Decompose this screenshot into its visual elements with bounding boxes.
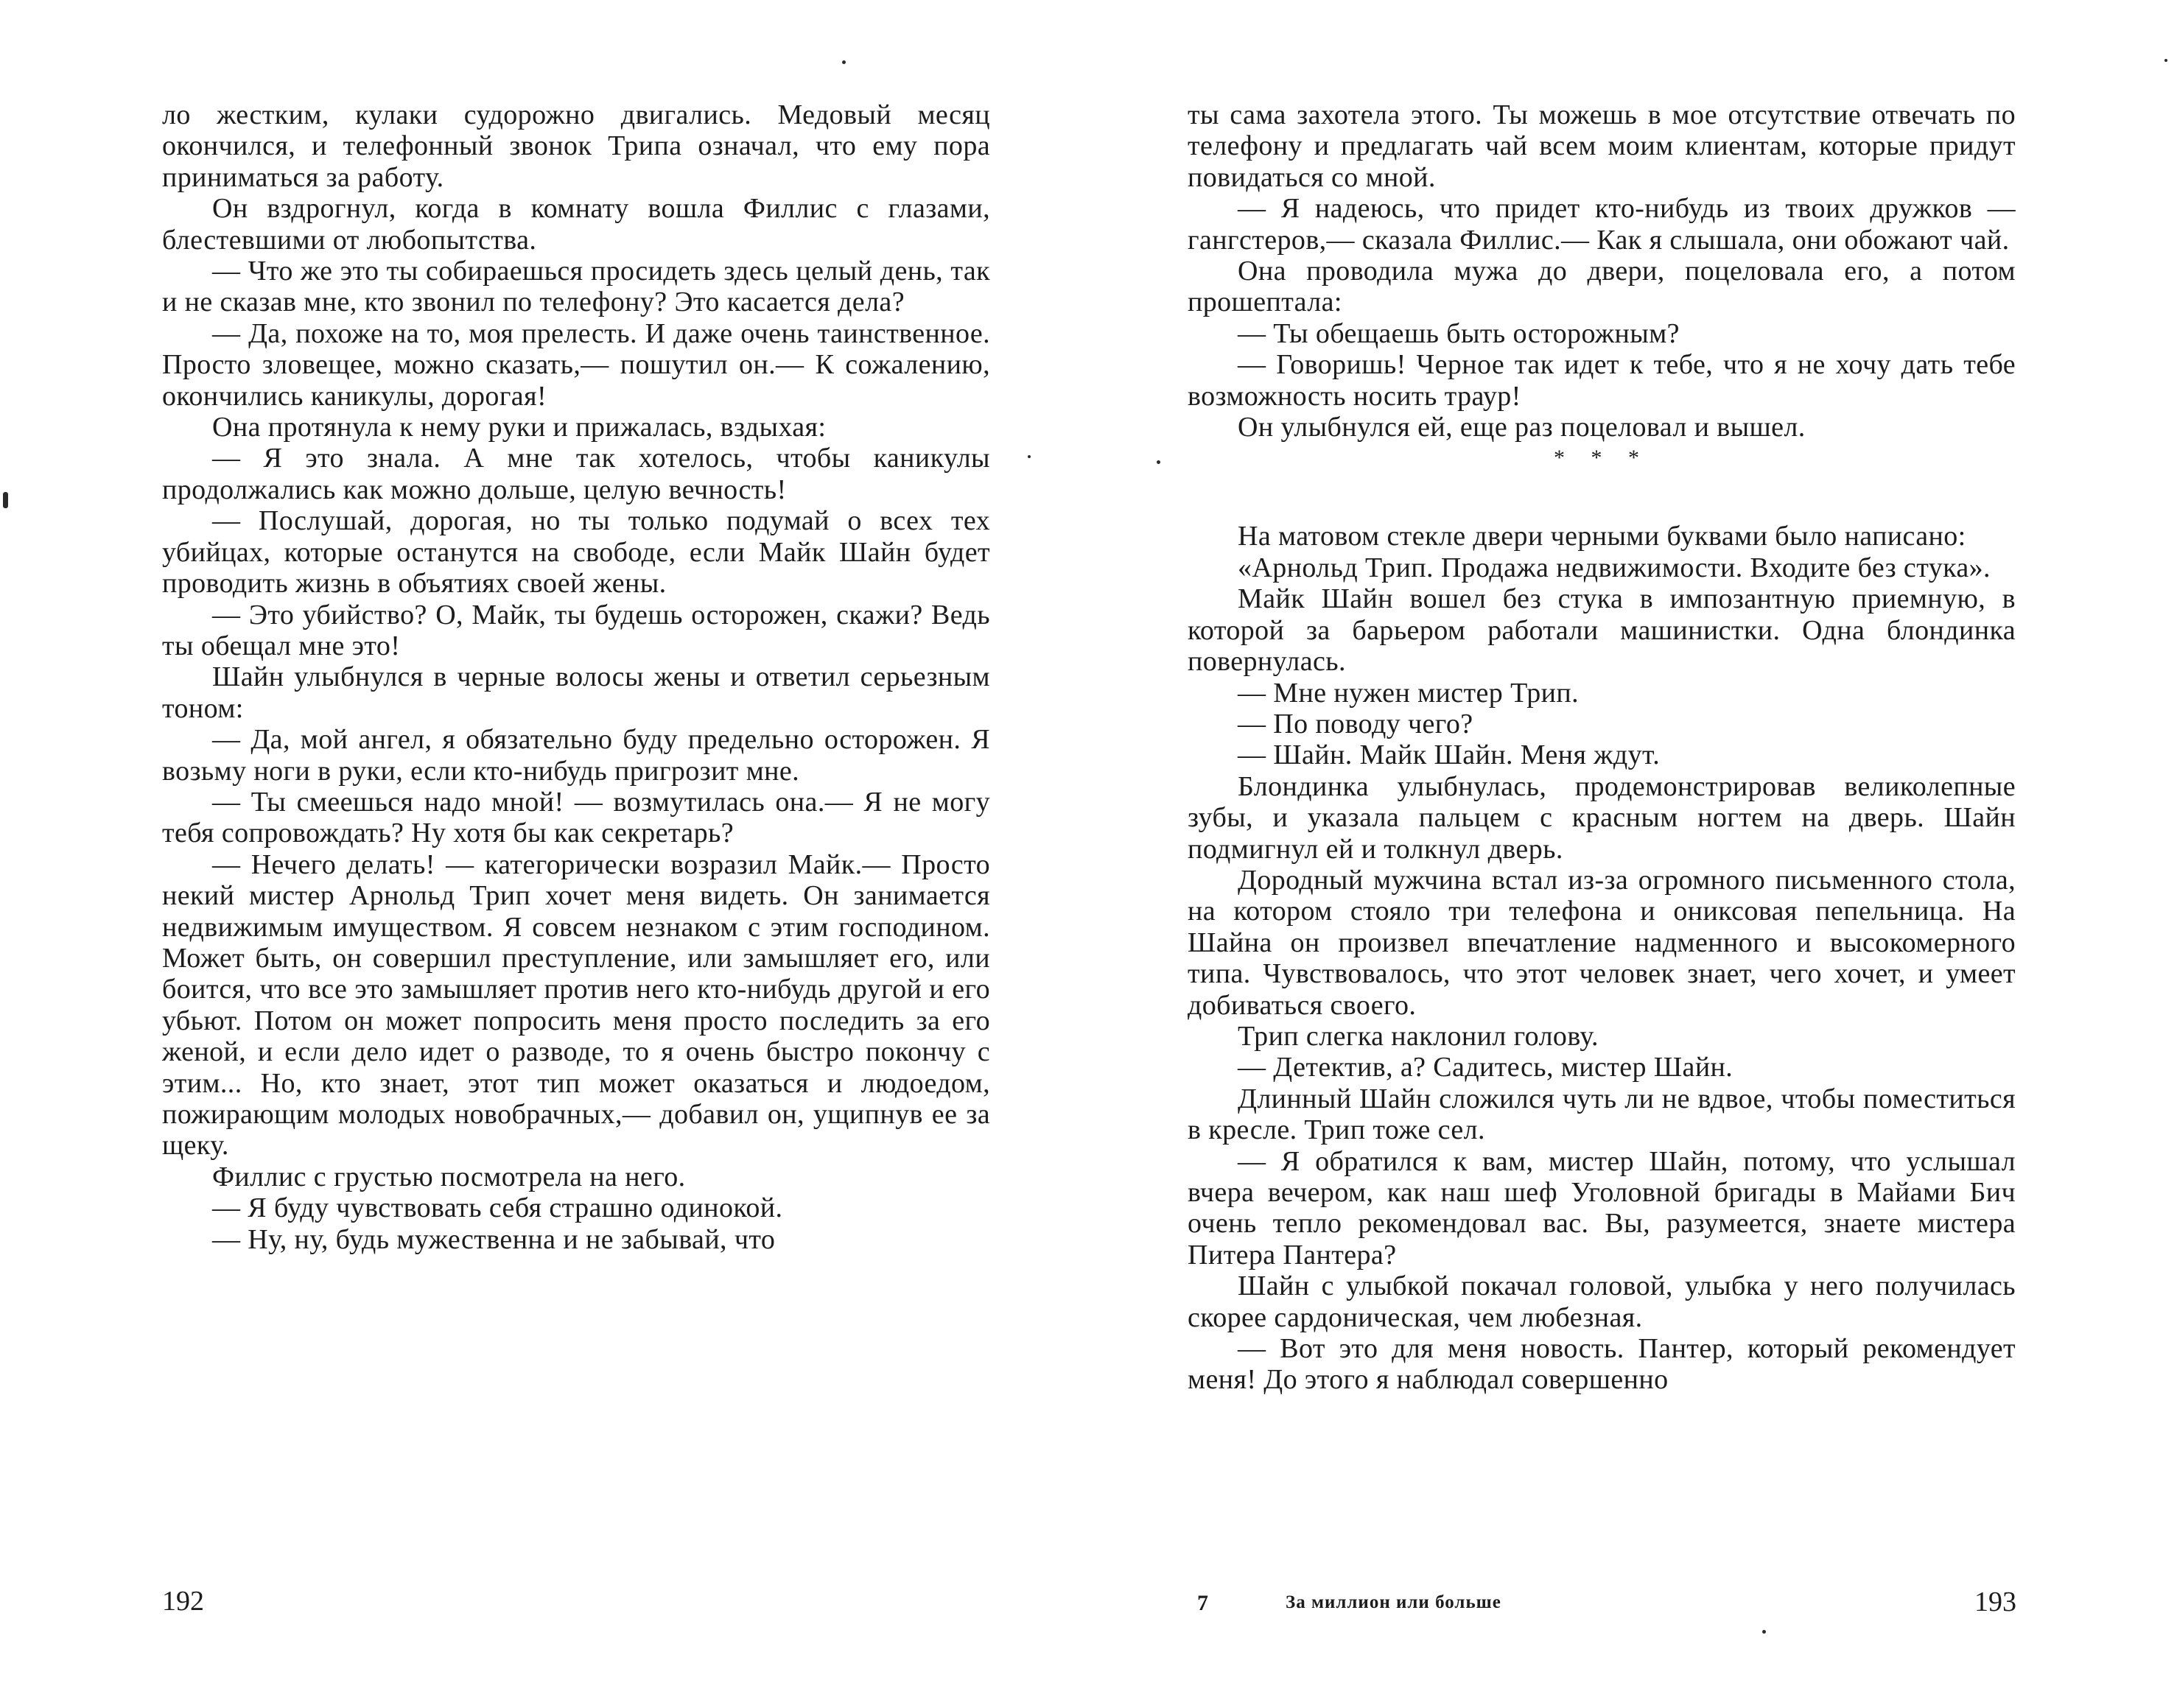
paragraph: Длинный Шайн сложился чуть ли не вдвое, чтобы поместиться в кресле. Трип тоже сел. [1188,1083,2016,1146]
paragraph: — Вот это для меня новость. Пантер, который рекомендует меня! До этого я наблюдал совершенно [1188,1333,2016,1396]
scan-speck [2164,59,2167,62]
paragraph: — Да, похоже на то, моя прелесть. И даже очень таинственное. Просто зловещее, можно сказать,— пошутил он.— К сожалению, окончились каникулы, дорогая! [162,317,990,412]
paragraph: — Ты смеешься надо мной! — возмутилась она.— Я не могу тебя сопровождать? Ну хотя бы как секретарь? [162,786,990,849]
paragraph: — Детектив, а? Садитесь, мистер Шайн. [1238,1052,1733,1083]
page-number-left: 192 [162,1586,204,1617]
paragraph: — Мне нужен мистер Трип. [1238,677,1580,709]
paragraph: «Арнольд Трип. Продажа недвижимости. Входите без стука». [1238,552,1991,583]
paragraph: — Нечего делать! — категорически возразил Майк.— Просто некий мистер Арнольд Трип хочет меня видеть. Он занимается недвижимым имуществом. Я совсем незнаком с этим господином. Может быть, он совершил преступление, или замышляет его, или боится, что все это замышляет против него кто-нибудь другой и его убьют. Потом он может попросить меня просто последить за его женой, и если дело идет о разводе, то я очень быстро покончу с этим... Но, кто знает, этот тип может оказаться и людоедом, пожирающим молодых новобрачных,— добавил он, ущипнув ее за щеку. [162,848,990,1161]
scan-speck [3,492,8,508]
paragraph: — Говоришь! Черное так идет к тебе, что я не хочу дать тебе возможность носить траур! [1188,349,2016,412]
paragraph: Она протянула к нему руки и прижалась, вздыхая: [212,412,827,443]
scan-speck [1028,455,1031,458]
scan-speck [1157,460,1160,464]
paragraph: — Да, мой ангел, я обязательно буду предельно осторожен. Я возьму ноги в руки, если кто-нибудь пригрозит мне. [162,724,990,787]
scan-speck [842,60,846,64]
paragraph: — Это убийство? О, Майк, ты будешь осторожен, скажи? Ведь ты обещал мне это! [162,599,990,661]
paragraph: — Ты обещаешь быть осторожным? [1238,317,1680,349]
paragraph: Дородный мужчина встал из-за огромного письменного стола, на котором стояло три телефона и ониксовая пепельница. На Шайна он произвел впечатление надменного и высокомерного типа. Чувствовалось, что этот человек знает, чего хочет, и умеет добиваться своего. [1188,864,2016,1021]
paragraph: Она проводила мужа до двери, поцеловала его, а потом прошептала: [1188,256,2016,318]
paragraph: — Ну, ну, будь мужественна и не забывай, что [212,1223,776,1255]
paragraph: — Шайн. Майк Шайн. Меня ждут. [1238,739,1661,771]
paragraph: — Я надеюсь, что придет кто-нибудь из твоих дружков — гангстеров,— сказала Филлис.— Как я слышала, они обожают чай. [1188,193,2016,256]
paragraph: — Я это знала. А мне так хотелось, чтобы каникулы продолжались как можно дольше, целую вечность! [162,443,990,505]
paragraph: — Что же это ты собираешься просидеть здесь целый день, так и не сказав мне, кто звонил по телефону? Это касается дела? [162,256,990,318]
signature-mark: 7 [1197,1591,1208,1615]
paragraph: — По поводу чего? [1238,708,1473,739]
paragraph: — Я буду чувствовать себя страшно одинокой. [212,1192,783,1224]
paragraph: Трип слегка наклонил голову. [1238,1020,1599,1052]
running-footer: За миллион или больше [1286,1592,1501,1612]
paragraph: — Я обратился к вам, мистер Шайн, потому, что услышал вчера вечером, как наш шеф Уголовной бригады в Майами Бич очень тепло рекомендовал вас. Вы, разумеется, знаете мистера Питера Пантера? [1188,1145,2016,1271]
paragraph: Шайн с улыбкой покачал головой, улыбка у него получилась скорее сардоническая, чем любезная. [1188,1271,2016,1333]
paragraph: ты сама захотела этого. Ты можешь в мое отсутствие отвечать по телефону и предлагать чай всем моим клиентам, которые придут повидаться со мной. [1188,99,2016,193]
section-break: * * * [1554,446,1650,471]
paragraph: Майк Шайн вошел без стука в импозантную приемную, в которой за барьером работали машинистки. Одна блондинка повернулась. [1188,583,2016,678]
paragraph: — Послушай, дорогая, но ты только подумай о всех тех убийцах, которые останутся на свободе, если Майк Шайн будет проводить жизнь в объятиях своей жены. [162,505,990,600]
page-number-right: 193 [1974,1586,2016,1617]
scan-speck [1762,1630,1766,1634]
left-page [162,99,990,1255]
paragraph: Шайн улыбнулся в черные волосы жены и ответил серьезным тоном: [162,661,990,724]
paragraph: ло жестким, кулаки судорожно двигались. Медовый месяц окончился, и телефонный звонок Трипа означал, что ему пора приниматься за работу. [162,99,990,193]
paragraph: Филлис с грустью посмотрела на него. [212,1161,686,1192]
paragraph: Он вздрогнул, когда в комнату вошла Филлис с глазами, блестевшими от любопытства. [162,193,990,256]
paragraph: Он улыбнулся ей, еще раз поцеловал и вышел. [1238,412,1806,443]
paragraph: Блондинка улыбнулась, продемонстрировав великолепные зубы, и указала пальцем с красным ногтем на дверь. Шайн подмигнул ей и толкнул дверь. [1188,770,2016,865]
paragraph: На матовом стекле двери черными буквами было написано: [1238,521,1966,552]
right-page [1188,99,2016,1396]
